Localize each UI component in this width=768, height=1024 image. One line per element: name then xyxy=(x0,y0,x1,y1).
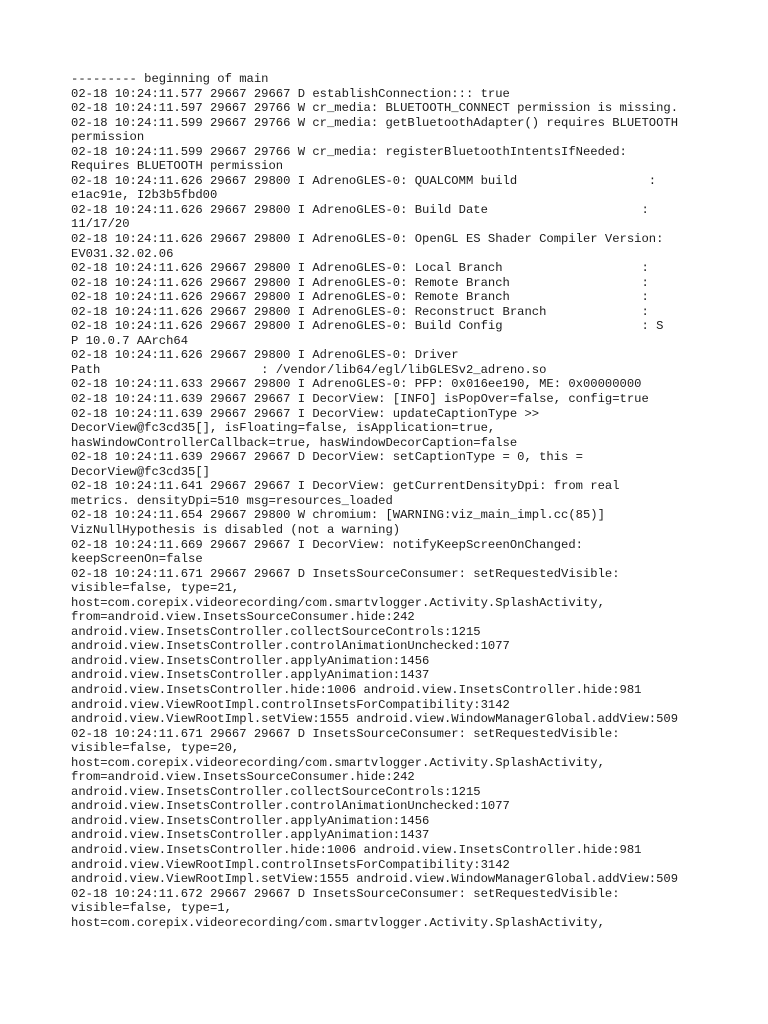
log-line: android.view.ViewRootImpl.controlInsetsForCompatibility:3142 xyxy=(71,857,510,872)
log-line: android.view.ViewRootImpl.setView:1555 android.view.WindowManagerGlobal.addView:509 xyxy=(71,872,679,887)
log-line: 02-18 10:24:11.626 29667 29800 I AdrenoGLES-0: Local Branch : xyxy=(71,261,649,276)
log-line: android.view.InsetsController.collectSourceControls:1215 xyxy=(71,624,481,639)
log-line: 02-18 10:24:11.671 29667 29667 D InsetsSourceConsumer: setRequestedVisible: xyxy=(71,566,620,581)
log-line: 02-18 10:24:11.626 29667 29800 I AdrenoGLES-0: Driver xyxy=(71,348,459,363)
log-line: android.view.ViewRootImpl.controlInsetsForCompatibility:3142 xyxy=(71,697,510,712)
log-line: 02-18 10:24:11.599 29667 29766 W cr_media: getBluetoothAdapter() requires BLUETOOTH xyxy=(71,115,679,130)
log-line: android.view.InsetsController.applyAnimation:1437 xyxy=(71,668,430,683)
log-line: android.view.InsetsController.controlAnimationUnchecked:1077 xyxy=(71,639,510,654)
log-line: visible=false, type=1, xyxy=(71,901,232,916)
log-line: 02-18 10:24:11.599 29667 29766 W cr_media: registerBluetoothIntentsIfNeeded: xyxy=(71,144,627,159)
log-line: from=android.view.InsetsSourceConsumer.hide:242 xyxy=(71,610,415,625)
log-line: android.view.ViewRootImpl.setView:1555 android.view.WindowManagerGlobal.addView:509 xyxy=(71,712,679,727)
log-line: from=android.view.InsetsSourceConsumer.hide:242 xyxy=(71,770,415,785)
log-line: host=com.corepix.videorecording/com.smartvlogger.Activity.SplashActivity, xyxy=(71,915,605,930)
log-line: 02-18 10:24:11.626 29667 29800 I AdrenoGLES-0: Remote Branch : xyxy=(71,275,649,290)
log-line: android.view.InsetsController.hide:1006 android.view.InsetsController.hide:981 xyxy=(71,682,642,697)
log-line: 02-18 10:24:11.626 29667 29800 I AdrenoGLES-0: Reconstruct Branch : xyxy=(71,304,649,319)
log-line: 02-18 10:24:11.669 29667 29667 I DecorView: notifyKeepScreenOnChanged: xyxy=(71,537,583,552)
log-line: e1ac91e, I2b3b5fbd00 xyxy=(71,188,218,203)
log-line: host=com.corepix.videorecording/com.smartvlogger.Activity.SplashActivity, xyxy=(71,595,605,610)
log-line: android.view.InsetsController.applyAnimation:1456 xyxy=(71,813,430,828)
log-line: 02-18 10:24:11.577 29667 29667 D establishConnection::: true xyxy=(71,86,510,101)
log-line: 02-18 10:24:11.626 29667 29800 I AdrenoGLES-0: QUALCOMM build : xyxy=(71,173,657,188)
log-line: metrics. densityDpi=510 msg=resources_loaded xyxy=(71,493,393,508)
log-line: 02-18 10:24:11.639 29667 29667 I DecorView: [INFO] isPopOver=false, config=true xyxy=(71,392,649,407)
log-line: android.view.InsetsController.hide:1006 android.view.InsetsController.hide:981 xyxy=(71,842,642,857)
log-line: EV031.32.02.06 xyxy=(71,246,174,261)
log-line: visible=false, type=20, xyxy=(71,741,240,756)
log-line: hasWindowControllerCallback=true, hasWindowDecorCaption=false xyxy=(71,435,518,450)
log-document xyxy=(71,72,711,930)
log-line: visible=false, type=21, xyxy=(71,581,240,596)
log-line: android.view.InsetsController.controlAnimationUnchecked:1077 xyxy=(71,799,510,814)
log-line: 02-18 10:24:11.633 29667 29800 I AdrenoGLES-0: PFP: 0x016ee190, ME: 0x00000000 xyxy=(71,377,642,392)
log-line: 02-18 10:24:11.654 29667 29800 W chromium: [WARNING:viz_main_impl.cc(85)] xyxy=(71,508,605,523)
log-line: android.view.InsetsController.collectSourceControls:1215 xyxy=(71,784,481,799)
log-line: 02-18 10:24:11.672 29667 29667 D InsetsSourceConsumer: setRequestedVisible: xyxy=(71,886,620,901)
log-line: keepScreenOn=false xyxy=(71,552,203,567)
log-line: android.view.InsetsController.applyAnimation:1456 xyxy=(71,653,430,668)
log-line: P 10.0.7 AArch64 xyxy=(71,333,189,348)
log-line: Path : /vendor/lib64/egl/libGLESv2_adreno.so xyxy=(71,362,547,377)
log-line: 02-18 10:24:11.626 29667 29800 I AdrenoGLES-0: Remote Branch : xyxy=(71,290,649,305)
log-line: 02-18 10:24:11.641 29667 29667 I DecorView: getCurrentDensityDpi: from real xyxy=(71,479,620,494)
log-line: 02-18 10:24:11.626 29667 29800 I AdrenoGLES-0: Build Date : xyxy=(71,202,649,217)
log-line: 02-18 10:24:11.597 29667 29766 W cr_media: BLUETOOTH_CONNECT permission is missing. xyxy=(71,101,679,116)
log-line: 02-18 10:24:11.639 29667 29667 D DecorView: setCaptionType = 0, this = xyxy=(71,450,583,465)
log-line: 02-18 10:24:11.671 29667 29667 D InsetsSourceConsumer: setRequestedVisible: xyxy=(71,726,620,741)
log-line: DecorView@fc3cd35[] xyxy=(71,464,210,479)
log-line: 02-18 10:24:11.626 29667 29800 I AdrenoGLES-0: Build Config : S xyxy=(71,319,664,334)
log-line: 02-18 10:24:11.639 29667 29667 I DecorView: updateCaptionType >> xyxy=(71,406,540,421)
log-line: 11/17/20 xyxy=(71,217,130,232)
log-line: VizNullHypothesis is disabled (not a warning) xyxy=(71,522,401,537)
log-line: Requires BLUETOOTH permission xyxy=(71,159,284,174)
log-line: permission xyxy=(71,130,145,145)
log-line: --------- beginning of main xyxy=(71,72,269,86)
log-line: 02-18 10:24:11.626 29667 29800 I AdrenoGLES-0: OpenGL ES Shader Compiler Version: xyxy=(71,232,664,247)
log-line: android.view.InsetsController.applyAnimation:1437 xyxy=(71,828,430,843)
log-line: DecorView@fc3cd35[], isFloating=false, isApplication=true, xyxy=(71,421,496,436)
log-line: host=com.corepix.videorecording/com.smartvlogger.Activity.SplashActivity, xyxy=(71,755,605,770)
